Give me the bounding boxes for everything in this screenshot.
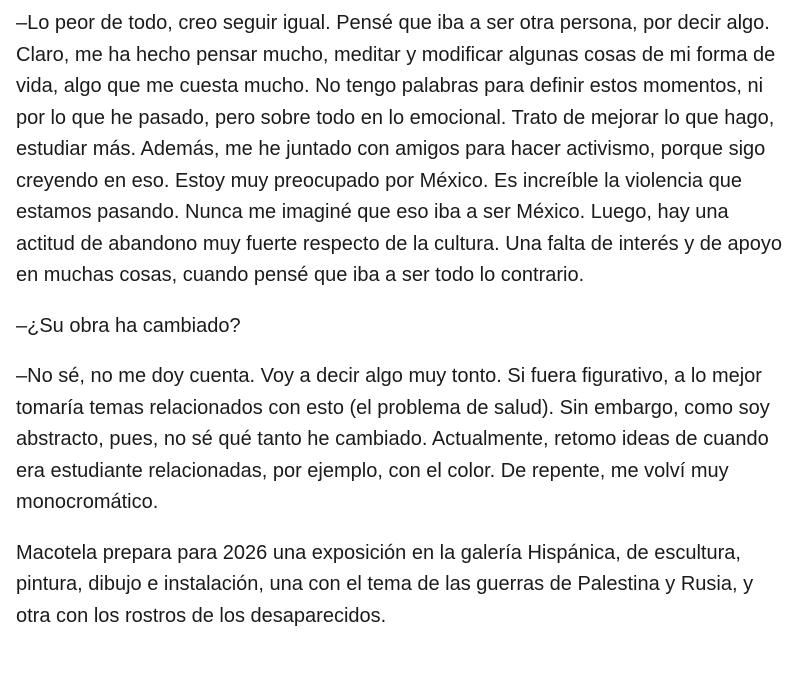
paragraph-question: –¿Su obra ha cambiado?	[16, 314, 241, 337]
paragraph-answer-1: –Lo peor de todo, creo seguir igual. Pensé que iba a ser otra persona, por decir algo. Claro, me ha hecho pensar mucho, meditar y modificar algunas cosas de mi forma de vida, algo que me cuesta mucho. No tengo palabras para definir estos momentos, ni por lo que he pasado, pero sobre todo en lo emocional. Trato de mejorar lo que hago, estudiar más. Además, me he juntado con amigos para hacer activismo, porque sigo creyendo en eso. Estoy muy preocupado por México. Es increíble la violencia que estamos pasando. Nunca me imaginé que eso iba a ser México. Luego, hay una actitud de abandono muy fuerte respecto de la cultura. Una falta de interés y de apoyo en muchas cosas, cuando pensé que iba a ser todo lo contrario.	[16, 12, 783, 286]
article-body	[16, 8, 792, 632]
paragraph-answer-2: –No sé, no me doy cuenta. Voy a decir algo muy tonto. Si fuera figurativo, a lo mejor tomaría temas relacionados con esto (el problema de salud). Sin embargo, como soy abstracto, pues, no sé qué tanto he cambiado. Actualmente, retomo ideas de cuando era estudiante relacionadas, por ejemplo, con el color. De repente, me volví muy monocromático.	[16, 365, 770, 513]
paragraph-closing: Macotela prepara para 2026 una exposición en la galería Hispánica, de escultura, pintura, dibujo e instalación, una con el tema de las guerras de Palestina y Rusia, y otra con los rostros de los desaparecidos.	[16, 541, 754, 627]
